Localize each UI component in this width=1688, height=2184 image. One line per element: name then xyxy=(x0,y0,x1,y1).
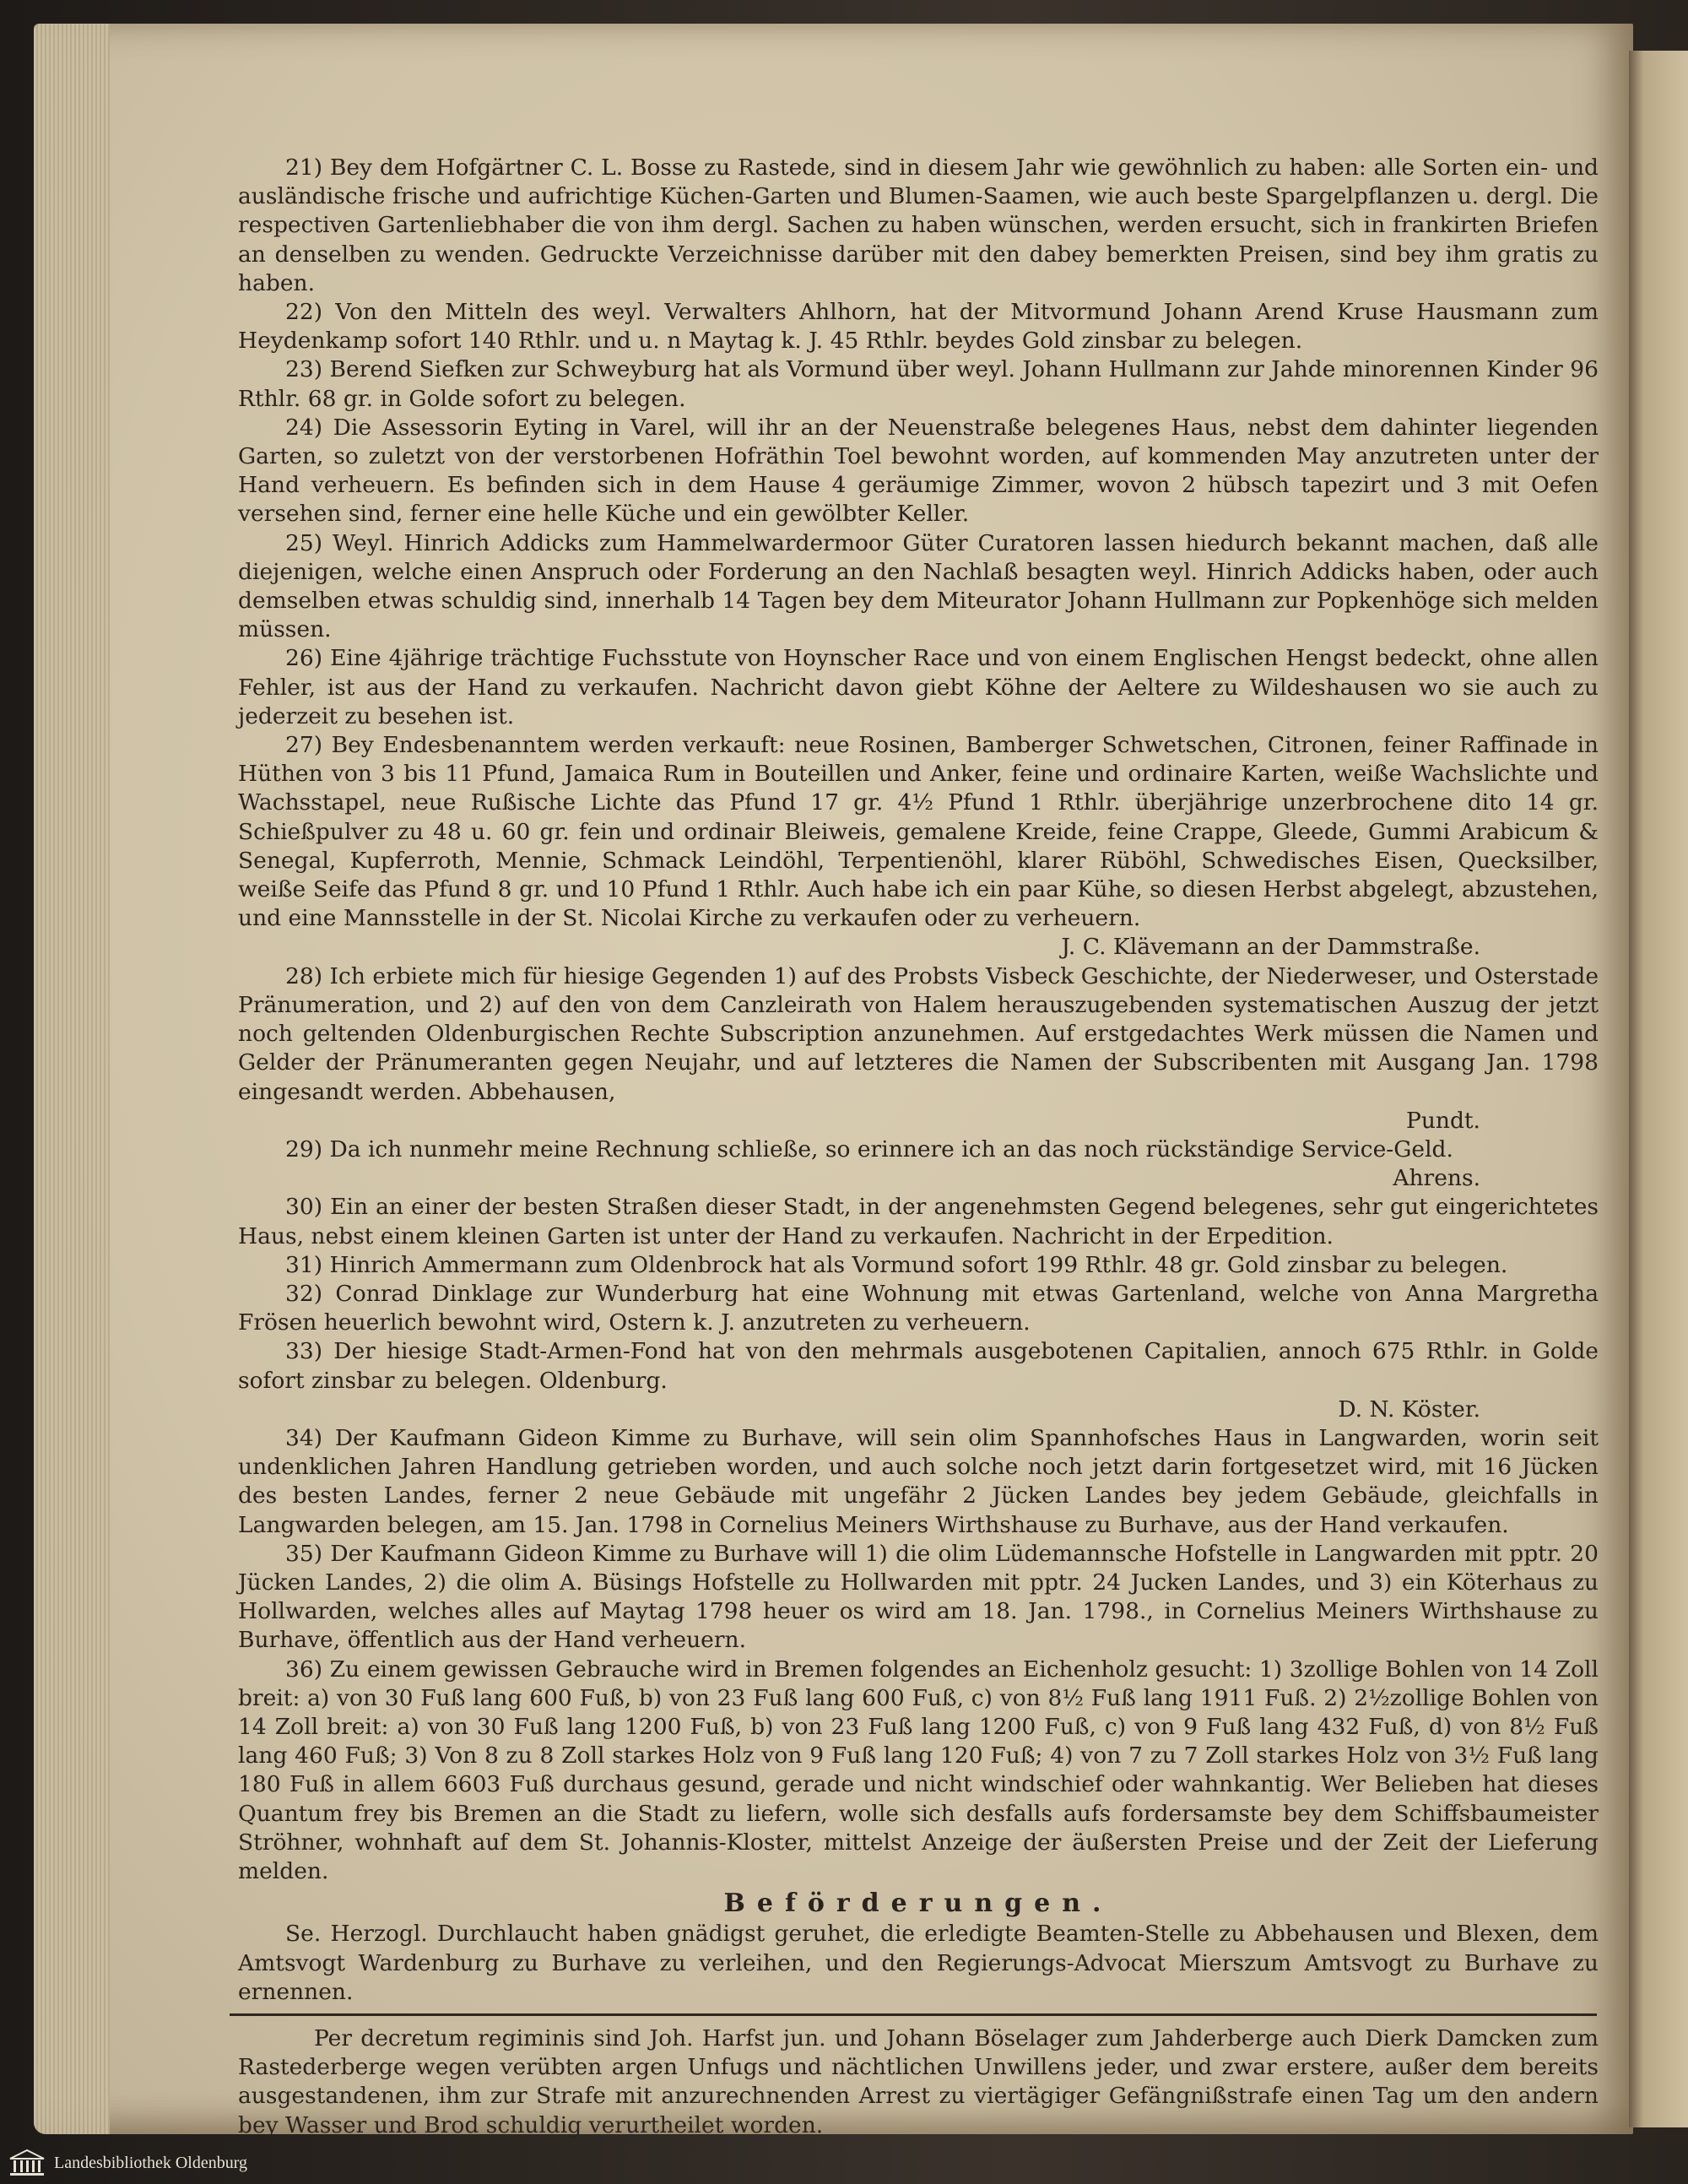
notice-22: 22) Von den Mitteln des weyl. Verwalters Ahlhorn, hat der Mitvormund Johann Arend Kruse Hausmann zum Heydenkamp sofort 140 Rthlr. und u. n Maytag k. J. 45 Rthlr. beydes Gold zinsbar zu belegen. xyxy=(238,299,1599,355)
notice-33-signature: D. N. Köster. xyxy=(1338,1395,1480,1423)
notice-29: 29) Da ich nunmehr meine Rechnung schließe, so erinnere ich an das noch rückständige Service-Geld. xyxy=(285,1135,1453,1162)
library-building-icon xyxy=(8,2149,46,2177)
library-label: Landesbibliothek Oldenburg xyxy=(54,2153,248,2172)
notice-24: 24) Die Assessorin Eyting in Varel, will ihr an der Neuenstraße belegenes Haus, nebst dem dahinter liegenden Garten, so zuletzt von der verstorbenen Hofräthin Toel bewohnt worden, auf kommenden May anzutreten unter der Hand verheuern. Es befinden sich in dem Hause 4 geräumige Zimmer, wovon 2 hübsch tapezirt und 3 mit Oefen versehen sind, ferner eine helle Küche und ein gewölbter Keller. xyxy=(238,414,1599,528)
page-content xyxy=(238,154,1599,2140)
notice-34: 34) Der Kaufmann Gideon Kimme zu Burhave, will sein olim Spannhofsches Haus in Langwarden, worin seit undenklichen Jahren Handlung getrieben worden, und auch solche noch jetzt darin fortgesetzet wird, mit 16 Jücken des besten Landes, ferner 2 neue Gebäude mit ungefähr 2 Jücken Landes bey jedem Gebäude, gleichfalls in Langwarden belegen, am 15. Jan. 1798 in Cornelius Meiners Wirthshause zu Burhave, aus der Hand verkaufen. xyxy=(238,1424,1599,1538)
notice-31: 31) Hinrich Ammermann zum Oldenbrock hat als Vormund sofort 199 Rthlr. 48 gr. Gold zinsbar zu belegen. xyxy=(285,1251,1508,1278)
divider-rule xyxy=(230,2013,1597,2016)
notice-35: 35) Der Kaufmann Gideon Kimme zu Burhave will 1) die olim Lüdemannsche Hofstelle in Langwarden mit pptr. 20 Jücken Landes, 2) die olim A. Büsings Hofstelle zu Hollwarden mit pptr. 24 Jucken Landes, und 3) ein Köterhaus zu Hollwarden, welches alles auf Maytag 1798 heuer os wird am 18. Jan. 1798., in Cornelius Meiners Wirthshause zu Burhave, öffentlich aus der Hand verheuern. xyxy=(238,1540,1599,1654)
notice-21: 21) Bey dem Hofgärtner C. L. Bosse zu Rastede, sind in diesem Jahr wie gewöhnlich zu haben: alle Sorten ein- und ausländische frische und aufrichtige Küchen-Garten und Blumen-Saamen, wie auch beste Spargelpflanzen u. dergl. Die respectiven Gartenliebhaber die von ihm dergl. Sachen zu haben wünschen, werden ersucht, sich in frankirten Briefen an denselben zu wenden. Gedruckte Verzeichnisse darüber mit den dabey bemerkten Preisen, sind bey ihm gratis zu haben. xyxy=(238,154,1599,296)
notice-30: 30) Ein an einer der besten Straßen dieser Stadt, in der angenehmsten Gegend belegenes, sehr gut eingerichtetes Haus, nebst einem kleinen Garten ist unter der Hand zu verkaufen. Nachricht in der Erpedition. xyxy=(238,1194,1599,1249)
notice-27-signature: J. C. Klävemann an der Dammstraße. xyxy=(1061,934,1480,961)
notice-33: 33) Der hiesige Stadt-Armen-Fond hat von den mehrmals ausgebotenen Capitalien, annoch 675 Rthlr. in Golde sofort zinsbar zu belegen. Oldenburg. xyxy=(238,1338,1599,1394)
notice-23: 23) Berend Siefken zur Schweyburg hat als Vormund über weyl. Johann Hullmann zur Jahde minorennen Kinder 96 Rthlr. 68 gr. in Golde sofort zu belegen. xyxy=(238,356,1599,412)
notice-32: 32) Conrad Dinklage zur Wunderburg hat eine Wohnung mit etwas Gartenland, welche von Anna Margretha Frösen heuerlich bewohnt wird, Ostern k. J. anzutreten zu verheuern. xyxy=(238,1280,1599,1336)
section-heading: Beförderungen. xyxy=(723,1889,1113,1919)
facing-page-edge xyxy=(1629,51,1688,2127)
promotion-notice: Se. Herzogl. Durchlaucht haben gnädigst geruhet, die erledigte Beamten-Stelle zu Abbehausen und Blexen, dem Amtsvogt Wardenburg zu Burhave zu verleihen, und den Regierungs-Advocat Mierszum Amtsvogt zu Burhave zu ernennen. xyxy=(238,1921,1599,2005)
notice-29-signature: Ahrens. xyxy=(1393,1165,1480,1192)
notice-28: 28) Ich erbiete mich für hiesige Gegenden 1) auf des Probsts Visbeck Geschichte, der Niederweser, und Osterstade Pränumeration, und 2) auf den von dem Canzleirath von Halem herauszugebenden systematischen Auszug der jetzt noch geltenden Oldenburgischen Rechte Subscription anzunehmen. Auf erstgedachtes Werk müssen die Namen und Gelder der Pränumeranten gegen Neujahr, und auf letzteres die Namen der Subscribenten mit Ausgang Jan. 1798 eingesandt werden. Abbehausen, xyxy=(238,962,1599,1105)
library-watermark xyxy=(8,2149,247,2177)
notice-25: 25) Weyl. Hinrich Addicks zum Hammelwardermoor Güter Curatoren lassen hiedurch bekannt machen, daß alle diejenigen, welche einen Anspruch oder Forderung an den Nachlaß besagten weyl. Hinrich Addicks haben, oder auch demselben etwas schuldig sind, innerhalb 14 Tagen bey dem Miteurator Johann Hullmann zur Popkenhöge sich melden müssen. xyxy=(238,529,1599,643)
notice-28-signature: Pundt. xyxy=(1405,1107,1480,1134)
notice-27: 27) Bey Endesbenanntem werden verkauft: neue Rosinen, Bamberger Schwetschen, Citronen, feiner Raffinade in Hüthen von 3 bis 11 Pfund, Jamaica Rum in Bouteillen und Anker, feine und ordinaire Karten, weiße Wachslichte und Wachsstapel, neue Rußische Lichte das Pfund 17 gr. 4½ Pfund 1 Rthlr. überjährige unzerbrochene dito 14 gr. Schießpulver zu 48 u. 60 gr. fein und ordinair Bleiweis, gemalene Kreide, feine Crappe, Gleede, Gummi Arabicum & Senegal, Kupferroth, Mennie, Schmack Leindöhl, Terpentienöhl, klarer Rüböhl, Schwedisches Eisen, Quecksilber, weiße Seife das Pfund 8 gr. und 10 Pfund 1 Rthlr. Auch habe ich ein paar Kühe, so diesen Herbst abgelegt, abzustehen, und eine Mannsstelle in der St. Nicolai Kirche zu verkaufen oder zu verheuern. xyxy=(238,732,1599,932)
decree-notice: Per decretum regiminis sind Joh. Harfst jun. und Johann Böselager zum Jahderberge auch Dierk Damcken zum Rastederberge wegen verübten argen Unfugs und nächtlichen Unwillens jeder, und zwar erstere, außer dem bereits ausgestandenen, ihm zur Strafe mit anzurechnenden Arrest zu viertägiger Gefängnißstrafe einen Tag um den andern bey Wasser und Brod schuldig verurtheilet worden. xyxy=(238,2025,1599,2138)
notice-36: 36) Zu einem gewissen Gebrauche wird in Bremen folgendes an Eichenholz gesucht: 1) 3zollige Bohlen von 14 Zoll breit: a) von 30 Fuß lang 600 Fuß, b) von 23 Fuß lang 600 Fuß, c) von 8½ Fuß lang 1911 Fuß. 2) 2½zollige Bohlen von 14 Zoll breit: a) von 30 Fuß lang 1200 Fuß, b) von 23 Fuß lang 1200 Fuß, c) von 9 Fuß lang 432 Fuß, d) von 8½ Fuß lang 460 Fuß; 3) Von 8 zu 8 Zoll starkes Holz von 9 Fuß lang 120 Fuß; 4) von 7 zu 7 Zoll starkes Holz von 3½ Fuß lang 180 Fuß in allem 6603 Fuß durchaus gesund, gerade und nicht windschief oder wahnkantig. Wer Belieben hat dieses Quantum frey bis Bremen an die Stadt zu liefern, wolle sich desfalls aufs fordersamste bey dem Schiffsbaumeister Ströhner, wohnhaft auf dem St. Johannis-Kloster, mittelst Anzeige der äußersten Preise und der Zeit der Lieferung melden. xyxy=(238,1656,1599,1884)
notice-26: 26) Eine 4jährige trächtige Fuchsstute von Hoynscher Race und von einem Englischen Hengst bedeckt, ohne allen Fehler, ist aus der Hand zu verkaufen. Nachricht davon giebt Köhne der Aeltere zu Wildeshausen wo sie auch zu jederzeit zu besehen ist. xyxy=(238,645,1599,729)
page-stack-edge xyxy=(34,24,110,2134)
